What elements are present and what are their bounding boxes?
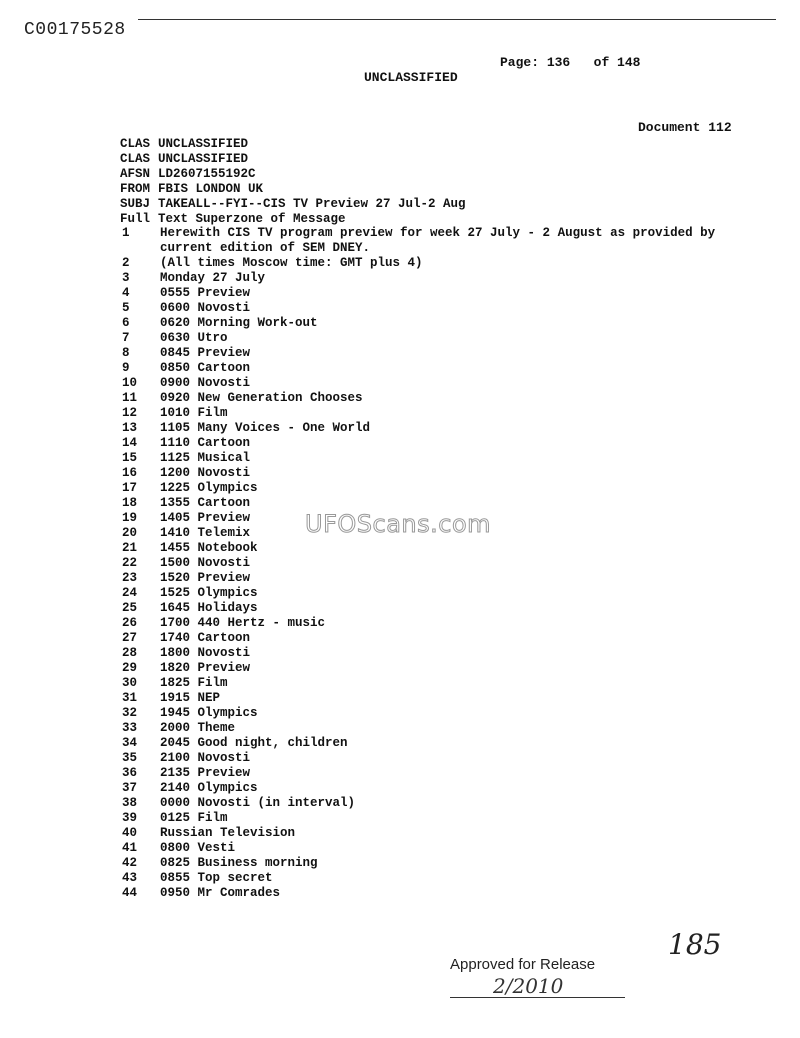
line-number: 6 [122, 316, 130, 330]
line-number: 30 [122, 676, 138, 690]
page-total: of 148 [593, 55, 641, 70]
header-key: FROM [120, 182, 151, 196]
header-value: UNCLASSIFIED [158, 137, 249, 151]
header-key: Full [120, 212, 151, 226]
message-body [122, 226, 715, 901]
header-row [120, 152, 466, 167]
document-id: C00175528 [24, 20, 126, 40]
line-number [122, 241, 160, 256]
line-text: 1405 Preview [160, 511, 251, 525]
line-number: 5 [122, 301, 130, 315]
line-text: 2000 Theme [160, 721, 236, 735]
message-line [122, 286, 715, 301]
line-text: 1800 Novosti [160, 646, 251, 660]
message-line [122, 391, 715, 406]
line-number: 38 [122, 796, 138, 810]
line-text: 1945 Olympics [160, 706, 258, 720]
line-number: 33 [122, 721, 138, 735]
line-text: 0900 Novosti [160, 376, 251, 390]
release-signature-line [450, 997, 625, 998]
line-text: 1520 Preview [160, 571, 251, 585]
line-text: current edition of SEM DNEY. [160, 241, 371, 255]
line-text: (All times Moscow time: GMT plus 4) [160, 256, 423, 270]
line-text: 1225 Olympics [160, 481, 258, 495]
line-text: 1740 Cartoon [160, 631, 251, 645]
line-number: 39 [122, 811, 138, 825]
classification-banner: UNCLASSIFIED [364, 70, 458, 85]
message-line [122, 796, 715, 811]
line-text: 1410 Telemix [160, 526, 251, 540]
line-number: 15 [122, 451, 138, 465]
message-line [122, 856, 715, 871]
line-text: 0600 Novosti [160, 301, 251, 315]
message-line [122, 406, 715, 421]
line-number: 37 [122, 781, 138, 795]
line-text: 0855 Top secret [160, 871, 273, 885]
line-text: 1110 Cartoon [160, 436, 251, 450]
header-row [120, 137, 466, 152]
line-number: 14 [122, 436, 138, 450]
line-number: 17 [122, 481, 138, 495]
message-line [122, 466, 715, 481]
line-text: 1820 Preview [160, 661, 251, 675]
line-text: 0850 Cartoon [160, 361, 251, 375]
page-indicator [500, 55, 640, 70]
line-text: 0000 Novosti (in interval) [160, 796, 356, 810]
line-text: 0630 Utro [160, 331, 228, 345]
line-text: 0845 Preview [160, 346, 251, 360]
line-text: 0800 Vesti [160, 841, 236, 855]
line-text: Monday 27 July [160, 271, 266, 285]
line-number: 41 [122, 841, 138, 855]
message-line [122, 646, 715, 661]
message-line [122, 886, 715, 901]
header-value: LD2607155192C [158, 167, 256, 181]
line-number: 7 [122, 331, 130, 345]
line-number: 22 [122, 556, 138, 570]
message-line [122, 361, 715, 376]
line-text: 1010 Film [160, 406, 228, 420]
header-key: CLAS [120, 137, 151, 151]
line-number: 35 [122, 751, 138, 765]
line-text: 1200 Novosti [160, 466, 251, 480]
message-line [122, 421, 715, 436]
message-line [122, 751, 715, 766]
line-text: 2135 Preview [160, 766, 251, 780]
header-row [120, 182, 466, 197]
line-number: 18 [122, 496, 138, 510]
line-text: 0950 Mr Comrades [160, 886, 281, 900]
line-number: 36 [122, 766, 138, 780]
message-line [122, 736, 715, 751]
line-number: 20 [122, 526, 138, 540]
line-text: 0920 New Generation Chooses [160, 391, 363, 405]
header-key: SUBJ [120, 197, 151, 211]
message-line [122, 436, 715, 451]
line-number: 25 [122, 601, 138, 615]
release-date: 2/2010 [493, 974, 564, 998]
line-text: 1525 Olympics [160, 586, 258, 600]
handwritten-page-number: 185 [668, 928, 722, 961]
line-number: 44 [122, 886, 138, 900]
message-line [122, 601, 715, 616]
message-line [122, 226, 715, 241]
line-number: 19 [122, 511, 138, 525]
line-number: 32 [122, 706, 138, 720]
message-line [122, 376, 715, 391]
top-rule [138, 19, 776, 20]
line-text: 1455 Notebook [160, 541, 258, 555]
line-number: 13 [122, 421, 138, 435]
line-number: 4 [122, 286, 130, 300]
line-number: 42 [122, 856, 138, 870]
message-line [122, 241, 715, 256]
line-text: 1700 440 Hertz - music [160, 616, 326, 630]
line-number: 34 [122, 736, 138, 750]
header-row [120, 167, 466, 182]
header-value: TAKEALL--FYI--CIS TV Preview 27 Jul-2 Aug [158, 197, 466, 211]
header-value: FBIS LONDON UK [158, 182, 264, 196]
message-line [122, 541, 715, 556]
message-line [122, 451, 715, 466]
line-number: 23 [122, 571, 138, 585]
message-line [122, 586, 715, 601]
message-line [122, 661, 715, 676]
message-line [122, 256, 715, 271]
line-number: 28 [122, 646, 138, 660]
header-key: AFSN [120, 167, 151, 181]
header-row [120, 197, 466, 212]
message-line [122, 721, 715, 736]
line-number: 1 [122, 226, 130, 240]
line-number: 11 [122, 391, 138, 405]
message-line [122, 271, 715, 286]
line-text: 0620 Morning Work-out [160, 316, 318, 330]
line-text: Russian Television [160, 826, 296, 840]
line-number: 29 [122, 661, 138, 675]
message-line [122, 631, 715, 646]
line-number: 31 [122, 691, 138, 705]
message-line [122, 556, 715, 571]
line-number: 26 [122, 616, 138, 630]
page-label: Page: [500, 55, 540, 70]
message-line [122, 826, 715, 841]
line-number: 16 [122, 466, 138, 480]
line-text: Herewith CIS TV program preview for week 27 July - 2 August as provided by [160, 226, 716, 240]
line-number: 3 [122, 271, 130, 285]
line-text: 0825 Business morning [160, 856, 318, 870]
watermark: UFOScans.com [305, 510, 491, 538]
header-value: Text Superzone of Message [158, 212, 346, 226]
message-line [122, 841, 715, 856]
line-text: 1105 Many Voices - One World [160, 421, 371, 435]
line-number: 12 [122, 406, 138, 420]
message-line [122, 781, 715, 796]
line-number: 9 [122, 361, 130, 375]
message-line [122, 616, 715, 631]
line-text: 2100 Novosti [160, 751, 251, 765]
message-line [122, 316, 715, 331]
line-text: 1500 Novosti [160, 556, 251, 570]
header-row [120, 212, 466, 227]
document-number: Document 112 [638, 120, 732, 135]
line-text: 2140 Olympics [160, 781, 258, 795]
line-text: 1915 NEP [160, 691, 221, 705]
line-text: 1645 Holidays [160, 601, 258, 615]
line-text: 2045 Good night, children [160, 736, 348, 750]
line-number: 21 [122, 541, 138, 555]
message-line [122, 676, 715, 691]
message-line [122, 301, 715, 316]
message-line [122, 706, 715, 721]
message-line [122, 811, 715, 826]
message-line [122, 691, 715, 706]
line-number: 24 [122, 586, 138, 600]
line-text: 0125 Film [160, 811, 228, 825]
line-text: 1825 Film [160, 676, 228, 690]
message-line [122, 766, 715, 781]
line-number: 40 [122, 826, 138, 840]
line-text: 0555 Preview [160, 286, 251, 300]
message-line [122, 571, 715, 586]
line-text: 1355 Cartoon [160, 496, 251, 510]
line-text: 1125 Musical [160, 451, 251, 465]
line-number: 43 [122, 871, 138, 885]
line-number: 2 [122, 256, 130, 270]
message-header [120, 137, 466, 227]
message-line [122, 871, 715, 886]
header-key: CLAS [120, 152, 151, 166]
message-line [122, 481, 715, 496]
header-value: UNCLASSIFIED [158, 152, 249, 166]
message-line [122, 496, 715, 511]
message-line [122, 346, 715, 361]
page-number: 136 [546, 55, 571, 70]
release-label: Approved for Release [450, 956, 596, 973]
line-number: 8 [122, 346, 130, 360]
line-number: 27 [122, 631, 138, 645]
line-number: 10 [122, 376, 138, 390]
message-line [122, 331, 715, 346]
